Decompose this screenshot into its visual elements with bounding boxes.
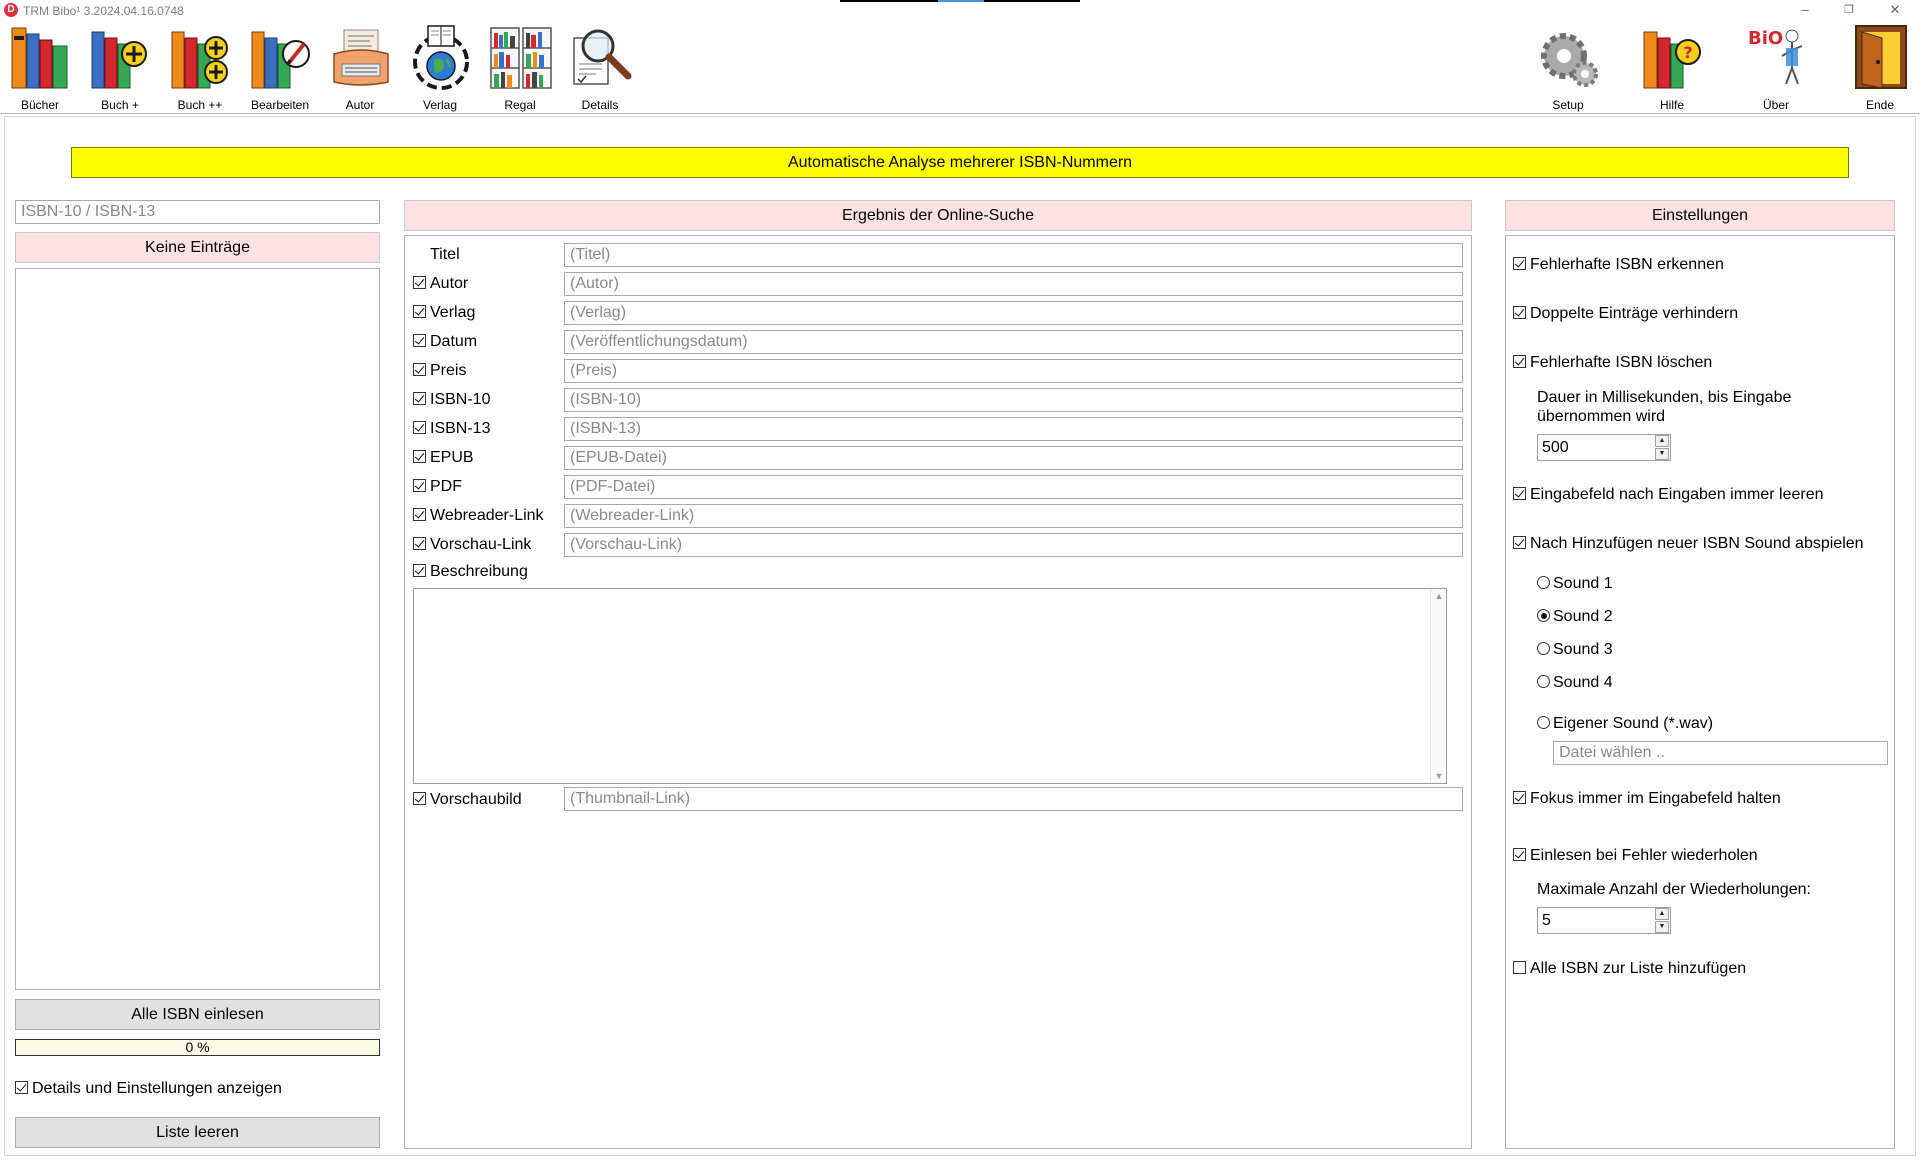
toolbar-autor-button[interactable] [320,22,400,114]
result-field-input[interactable]: (EPUB-Datei) [564,446,1463,470]
checkbox-icon[interactable] [413,564,426,577]
toolbar-hilfe-button[interactable] [1632,22,1712,114]
result-field-input[interactable]: (Vorschau-Link) [564,533,1463,557]
result-field-label: Verlag [430,304,476,321]
checkbox-icon[interactable] [1513,961,1526,974]
thumbnail-checkbox-row[interactable] [413,791,522,809]
result-row-label-3[interactable] [413,333,477,351]
app-logo-icon: D [4,3,18,17]
checkbox-icon[interactable] [413,792,426,805]
checkbox-icon[interactable] [15,1081,28,1094]
checkbox-icon[interactable] [413,392,426,405]
svg-text:BiO: BiO [1748,28,1784,49]
checkbox-icon[interactable] [413,479,426,492]
result-row-label-6[interactable] [413,420,490,438]
checkbox-icon[interactable] [413,450,426,463]
help-books-icon [1642,24,1704,90]
play-sound-label: Nach Hinzufügen neuer ISBN Sound abspielen [1530,535,1864,552]
result-row-label-1[interactable] [413,275,468,293]
retry-on-error-label: Einlesen bei Fehler wiederholen [1530,847,1758,864]
toolbar-label: Autor [345,98,375,112]
sound-radio-3[interactable] [1537,641,1613,659]
prevent-duplicates-label: Doppelte Einträge verhindern [1530,305,1739,322]
toolbar-ende-button[interactable] [1840,22,1920,114]
result-field-label: ISBN-10 [430,391,491,408]
scroll-up-icon[interactable]: ▲ [1434,591,1444,601]
result-field-input[interactable]: (ISBN-10) [564,388,1463,412]
toolbar-label: Verlag [422,98,458,112]
toolbar-regal-button[interactable] [480,22,560,114]
result-row-label-7[interactable] [413,449,474,467]
result-field-label: Webreader-Link [430,507,544,524]
result-field-input[interactable]: (Webreader-Link) [564,504,1463,528]
minimize-button[interactable]: – [1801,2,1809,17]
sound-radio-2[interactable] [1537,608,1613,626]
main-toolbar [0,20,1920,114]
sound-label: Eigener Sound (*.wav) [1553,715,1714,732]
isbn-input[interactable]: ISBN-10 / ISBN-13 [15,200,380,224]
settings-panel [1505,235,1895,1149]
toolbar-label: Regal [504,98,536,112]
radio-icon[interactable] [1537,675,1550,688]
spin-up-icon[interactable]: ▲ [1655,908,1669,920]
result-field-label: Autor [430,275,469,292]
description-textarea[interactable] [413,588,1447,784]
keep-focus-label: Fokus immer im Eingabefeld halten [1530,790,1781,807]
isbn-list[interactable] [15,268,380,990]
globe-publisher-icon [410,24,472,90]
result-field-label: Datum [430,333,478,350]
edit-book-icon [250,24,312,90]
toolbar-bearbeiten-button[interactable] [240,22,320,114]
sound-radio-4[interactable] [1537,674,1613,692]
show-details-checkbox[interactable] [15,1080,282,1098]
result-header: Ergebnis der Online-Suche [404,200,1472,231]
detect-errors-label: Fehlerhafte ISBN erkennen [1530,256,1724,273]
delay-label: Dauer in Millisekunden, bis Eingabe übernommen wird [1537,389,1792,425]
checkbox-icon[interactable] [1513,848,1526,861]
progress-bar: 0 % [15,1039,380,1056]
checkbox-icon[interactable] [1513,306,1526,319]
title-bar [0,0,1920,20]
spin-down-icon[interactable]: ▼ [1655,448,1669,460]
toolbar-buch-plusplus-button[interactable] [160,22,240,114]
delete-errors-label: Fehlerhafte ISBN löschen [1530,354,1713,371]
isbn-list-header: Keine Einträge [15,232,380,263]
result-row-label-5[interactable] [413,391,490,409]
result-field-label: ISBN-13 [430,420,491,437]
checkbox-icon[interactable] [413,363,426,376]
scroll-down-icon[interactable]: ▼ [1434,771,1444,781]
restore-button[interactable]: ❐ [1844,4,1854,16]
spin-down-icon[interactable]: ▼ [1655,921,1669,933]
sound-label: Sound 3 [1553,641,1613,658]
thumbnail-field[interactable]: (Thumbnail-Link) [564,787,1463,811]
result-field-label: Vorschau-Link [430,536,532,553]
prevent-duplicates-checkbox[interactable] [1513,305,1738,323]
sound-file-input[interactable]: Datei wählen .. [1553,741,1888,765]
result-row-label-10[interactable] [413,536,531,554]
result-field-input[interactable]: (ISBN-13) [564,417,1463,441]
svg-text:?: ? [1683,43,1693,62]
page-title: Automatische Analyse mehrerer ISBN-Nummern [71,147,1849,178]
radio-icon[interactable] [1537,609,1550,622]
description-label: Beschreibung [430,563,528,580]
toolbar-label: Buch + [101,98,139,112]
toolbar-buecher-button[interactable] [0,22,80,114]
show-details-label: Details und Einstellungen anzeigen [32,1080,282,1097]
detect-errors-checkbox[interactable] [1513,256,1724,274]
delay-value: 500 [1542,439,1569,456]
checkbox-icon[interactable] [413,537,426,550]
read-all-isbn-button[interactable]: Alle ISBN einlesen [15,999,380,1030]
books-icon [10,24,72,90]
toolbar-label: Details [581,98,619,112]
sound-radio-1[interactable] [1537,575,1613,593]
toolbar-label: Ende [1865,98,1895,112]
clear-input-label: Eingabefeld nach Eingaben immer leeren [1530,486,1824,503]
checkbox-icon[interactable] [1513,257,1526,270]
sound-label: Sound 1 [1553,575,1613,592]
checkbox-icon[interactable] [413,334,426,347]
result-field-input[interactable]: (Preis) [564,359,1463,383]
add-all-isbn-checkbox[interactable] [1513,960,1746,978]
keep-focus-checkbox[interactable] [1513,790,1781,808]
result-field-input[interactable]: (Verlag) [564,301,1463,325]
result-field-label: Titel [430,246,460,263]
checkbox-icon[interactable] [1513,791,1526,804]
radio-icon[interactable] [1537,576,1550,589]
sound-radio-5[interactable] [1537,715,1713,733]
toolbar-label: Bearbeiten [250,98,310,112]
toolbar-label: Hilfe [1659,98,1684,112]
result-row-label-8[interactable] [413,478,462,496]
close-button[interactable]: ✕ [1889,2,1901,17]
result-field-input[interactable]: (PDF-Datei) [564,475,1463,499]
toolbar-details-button[interactable] [560,22,640,114]
toolbar-buch-plus-button[interactable] [80,22,160,114]
result-field-input[interactable]: (Autor) [564,272,1463,296]
settings-header: Einstellungen [1505,200,1895,231]
delete-errors-checkbox[interactable] [1513,354,1712,372]
window-title: TRM Bibo¹ 3.2024.04.16.0748 [23,4,184,18]
checkbox-icon[interactable] [1513,355,1526,368]
clear-list-button[interactable]: Liste leeren [15,1117,380,1148]
clear-input-checkbox[interactable] [1513,486,1824,504]
gears-icon [1538,24,1600,90]
magnifier-document-icon [570,24,632,90]
checkbox-icon[interactable] [413,508,426,521]
title-bar-accent-blue [938,0,984,2]
toolbar-setup-button[interactable] [1528,22,1608,114]
description-scrollbar[interactable] [1430,589,1446,783]
result-field-label: Preis [430,362,467,379]
description-checkbox-row[interactable] [413,563,528,581]
add-books-icon [170,24,232,90]
checkbox-icon[interactable] [1513,487,1526,500]
retry-on-error-checkbox[interactable] [1513,847,1758,865]
max-retries-value: 5 [1542,912,1551,929]
max-retries-label: Maximale Anzahl der Wiederholungen: [1537,881,1811,898]
toolbar-label: Buch ++ [177,98,223,112]
exit-door-icon [1850,24,1912,90]
checkbox-icon[interactable] [413,305,426,318]
result-row-label-2[interactable] [413,304,475,322]
radio-icon[interactable] [1537,642,1550,655]
toolbar-label: Über [1762,98,1789,112]
sound-label: Sound 2 [1553,608,1613,625]
result-field-label: EPUB [430,449,474,466]
max-retries-spinbox[interactable] [1537,907,1671,934]
result-row-label-4[interactable] [413,362,466,380]
add-all-isbn-label: Alle ISBN zur Liste hinzufügen [1530,960,1747,977]
typewriter-icon [330,24,392,90]
bio-logo-icon [1746,24,1808,90]
thumbnail-label: Vorschaubild [430,791,522,808]
checkbox-icon[interactable] [413,276,426,289]
add-book-icon [90,24,152,90]
shelf-icon [490,24,552,90]
play-sound-checkbox[interactable] [1513,535,1864,553]
result-row-label-9[interactable] [413,507,544,525]
sound-label: Sound 4 [1553,674,1613,691]
result-field-input[interactable]: (Titel) [564,243,1463,267]
checkbox-icon[interactable] [413,421,426,434]
checkbox-icon[interactable] [1513,536,1526,549]
toolbar-label: Bücher [20,98,60,112]
delay-spinbox[interactable] [1537,434,1671,461]
result-row-label-0 [413,246,460,264]
toolbar-ueber-button[interactable] [1736,22,1816,114]
result-field-input[interactable]: (Veröffentlichungsdatum) [564,330,1463,354]
toolbar-verlag-button[interactable] [400,22,480,114]
radio-icon[interactable] [1537,716,1550,729]
toolbar-label: Setup [1552,98,1584,112]
result-field-label: PDF [430,478,462,495]
spin-up-icon[interactable]: ▲ [1655,435,1669,447]
